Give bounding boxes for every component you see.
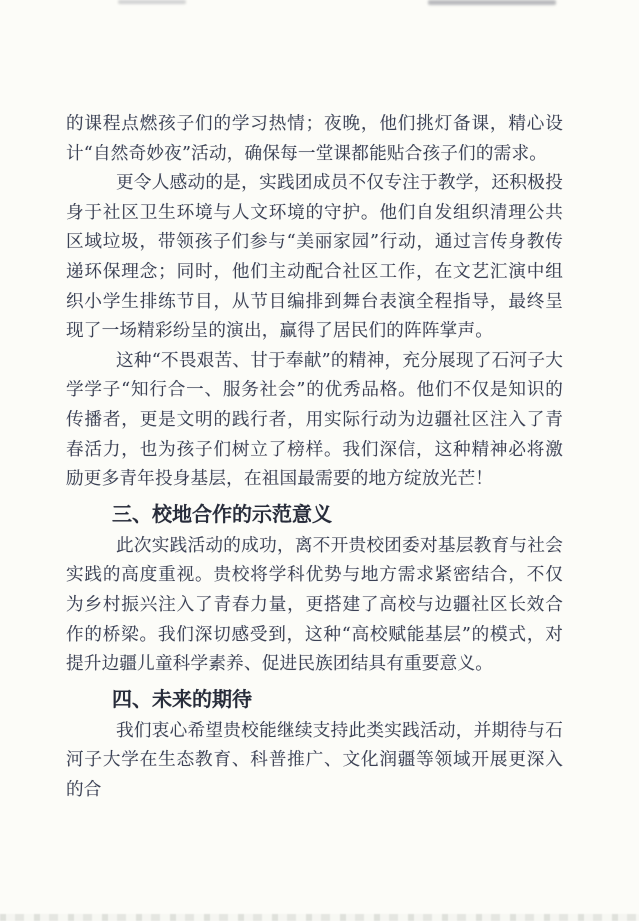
paragraph-future-hope: 我们衷心希望贵校能继续支持此类实践活动，并期待与石河子大学在生态教育、科普推广、文化润疆等领域开展更深入的合 xyxy=(66,720,563,800)
paragraph-community-service: 更令人感动的是，实践团成员不仅专注于教学，还积极投身于社区卫生环境与人文环境的守护。他们自发组织清理公共区域垃圾，带领孩子们参与“美丽家园”行动，通过言传身教传递环保理念；同时，他们主动配合社区工作，在文艺汇演中组织小学生排练节目，从节目编排到舞台表演全程指导，最终呈现了一场精彩纷呈的演出，赢得了居民们的阵阵掌声。 xyxy=(66,173,563,342)
paragraph-cooperation-model: 此次实践活动的成功，离不开贵校团委对基层教育与社会实践的高度重视。贵校将学科优势与地方需求紧密结合，不仅为乡村振兴注入了青春力量，更搭建了高校与边疆社区长效合作的桥梁。我们深切感受到，这种“高校赋能基层”的模式，对提升边疆儿童科学素养、促进民族团结具有重要意义。 xyxy=(66,535,563,675)
paragraph-continuation: 的课程点燃孩子们的学习热情；夜晚，他们挑灯备课，精心设计“自然奇妙夜”活动，确保每一堂课都能贴合孩子们的需求。 xyxy=(66,114,563,164)
section-heading-future-expectation: 四、未来的期待 xyxy=(112,686,252,711)
paragraph-spirit: 这种“不畏艰苦、甘于奉献”的精神，充分展现了石河子大学学子“知行合一、服务社会”的优秀品格。他们不仅是知识的传播者，更是文明的践行者，用实际行动为边疆社区注入了青春活力，也为孩子们树立了榜样。我们深信，这种精神必将激励更多青年投身基层，在祖国最需要的地方绽放光芒！ xyxy=(66,350,563,490)
section-heading-cooperation-significance: 三、校地合作的示范意义 xyxy=(112,501,332,526)
scan-artifact-top-right xyxy=(428,0,556,5)
scan-artifact-bottom-edge xyxy=(0,914,639,921)
document-body xyxy=(66,110,563,805)
scan-artifact-top-left xyxy=(118,0,186,4)
